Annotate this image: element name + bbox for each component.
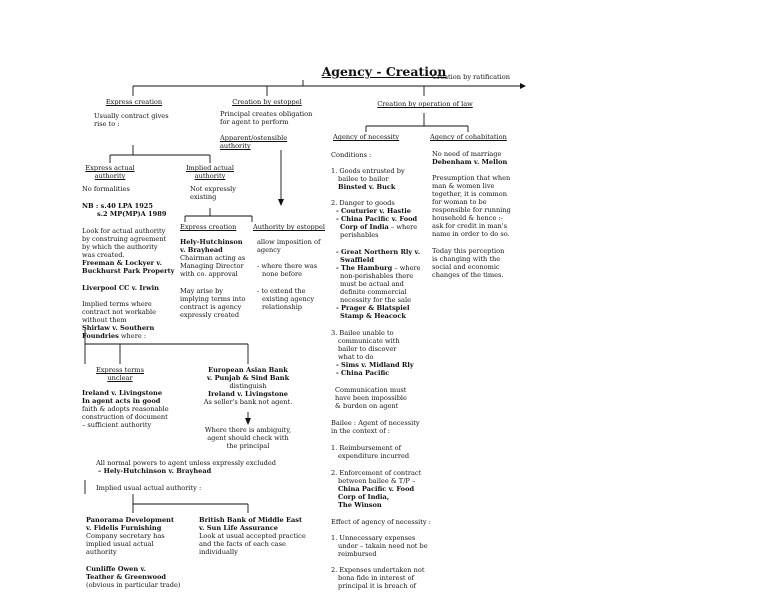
nb-statute-2: s.2 MP(MP)A 1989: [97, 210, 167, 218]
today-3: social and economic: [432, 263, 500, 271]
effect-heading: Effect of agency of necessity :: [331, 518, 431, 526]
hely-text-2: Managing Director: [180, 262, 244, 270]
c1-line-2: bailee to bailor: [338, 175, 389, 183]
case-british-bank-2: v. Sun Life Assurance: [199, 524, 278, 532]
r2-line-2: between bailee & T/P –: [338, 477, 416, 485]
implied-actual-heading-2: authority: [194, 172, 226, 180]
nb-statute-1: NB : s.40 LPA 1925: [82, 202, 153, 210]
case-cunliffe-1: Cunliffe Owen v.: [86, 565, 146, 573]
comm-1: Communication must: [335, 386, 407, 394]
page-title: Agency - Creation: [321, 64, 447, 79]
operation-of-law-heading: Creation by operation of law: [377, 100, 473, 108]
bailee-2: in the context of :: [331, 427, 390, 435]
case-binsted: Binsted v. Buck: [338, 183, 396, 191]
case-shirlaw-2-wrap: [82, 333, 146, 341]
ambiguity-2: agent should check with: [207, 434, 289, 442]
presumption-8: name in order to do so.: [432, 230, 510, 238]
c2-text2-3: definite commercial: [340, 288, 407, 296]
express-creation-text-1: Usually contract gives: [94, 112, 169, 120]
case-european-2: v. Punjab & Sind Bank: [206, 374, 290, 382]
etu-text-3: – sufficient authority: [82, 421, 152, 429]
may-arise-3: contract is agency: [180, 303, 242, 311]
presumption-7: ask for credit in man's: [432, 222, 507, 230]
case-debenham: Debenham v. Mellon: [432, 158, 508, 166]
express-creation-text-2: rise to :: [94, 120, 120, 128]
case-freeman-2: Buckhurst Park Property: [82, 267, 175, 275]
no-need-marriage: No need of marriage: [432, 150, 502, 158]
panorama-text-3: authority: [86, 548, 117, 556]
case-china-pacific-1: - China Pacific v. Food: [336, 215, 418, 223]
case-cunliffe-2: Teather & Greenwood: [86, 573, 167, 581]
c2-where-2: – where: [392, 264, 421, 272]
british-bank-text-1: Look at usual accepted practice: [199, 532, 306, 540]
normal-powers-2: – Hely-Hutchinson v. Brayhead: [98, 467, 212, 475]
implied-actual-text-2: existing: [190, 193, 217, 201]
express-terms-unclear-2: unclear: [107, 374, 133, 382]
presumption-5: responsible for running: [432, 206, 511, 214]
case-sims: - Sims v. Midland Rly: [336, 361, 414, 369]
case-european-1: European Asian Bank: [208, 366, 288, 374]
implied-terms-3: without them: [82, 316, 127, 324]
presumption-4: for woman to be: [432, 198, 487, 206]
ambiguity-3: the principal: [226, 442, 270, 450]
normal-powers-1: All normal powers to agent unless expressly excluded: [96, 459, 276, 467]
c1-line-1: 1. Goods entrusted by: [331, 167, 405, 175]
panorama-text-2: implied usual actual: [86, 540, 154, 548]
implied-actual-text-1: Not expressly: [190, 185, 236, 193]
abe-text-7: existing agency: [262, 295, 315, 303]
c2-perishables: perishables: [340, 231, 379, 239]
express-actual-heading-1: Express actual: [85, 164, 135, 172]
look-text-1: Look for actual authority: [82, 227, 166, 235]
presumption-6: household & hence :-: [432, 214, 503, 222]
case-great-northern-2: Swaffield: [340, 256, 374, 264]
today-2: is changing with the: [432, 255, 501, 263]
estoppel-text-1: Principal creates obligation: [220, 110, 313, 118]
implied-actual-heading-1: Implied actual: [185, 164, 235, 172]
apparent-authority-1: Apparent/ostensible: [220, 134, 288, 142]
case-prager-1: - Prager & Blatspiel: [336, 304, 410, 312]
e1-line-3: reimbursed: [338, 550, 377, 558]
case-winson: The Winson: [338, 501, 382, 509]
case-corp-india: Corp of India,: [338, 493, 390, 501]
case-shirlaw-1: Shirlaw v. Southern: [82, 324, 155, 332]
comm-2: have been impossible: [335, 394, 407, 402]
abe-text-6: - to extend the: [257, 287, 306, 295]
case-liverpool: Liverpool CC v. Irwin: [82, 284, 159, 292]
today-1: Today this perception: [432, 247, 505, 255]
british-bank-text-2: and the facts of each case: [199, 540, 286, 548]
e1-line-1: 1. Unnecessary expenses: [331, 534, 416, 542]
abe-text-8: relationship: [262, 303, 303, 311]
distinguish: distinguish: [229, 382, 267, 390]
r1-line-1: 1. Reimbursement of: [331, 444, 402, 452]
may-arise-4: expressly created: [180, 311, 240, 319]
seller-bank-text: As seller's bank not agent.: [203, 398, 293, 406]
implied-express-creation-heading: Express creation: [180, 223, 237, 231]
case-hely-2: v. Brayhead: [180, 246, 223, 254]
abe-text-4: none before: [262, 270, 303, 278]
estoppel-text-2: for agent to perform: [220, 118, 289, 126]
today-4: changes of the times.: [432, 271, 504, 279]
implied-terms-2: contract not workable: [82, 308, 156, 316]
case-china-pacific-2: Corp of India: [340, 223, 389, 231]
e1-line-2: under – takain need not be: [338, 542, 428, 550]
e2-line-3: principal it is breach of: [338, 582, 416, 590]
cohabitation-heading: Agency of cohabitation: [430, 133, 507, 141]
case-hamburg: - The Hamburg: [336, 264, 393, 272]
express-terms-unclear-1: Express terms: [95, 366, 144, 374]
presumption-2: man & women live: [432, 182, 495, 190]
case-hely-1: Hely-Hutchinson: [180, 238, 243, 246]
ambiguity-1: Where there is ambiguity,: [204, 426, 292, 434]
creation-by-ratification-label: Creation by ratification: [432, 73, 510, 81]
look-text-3: by which the authority: [82, 243, 158, 251]
c2-text2-2: must be actual and: [340, 280, 404, 288]
abe-text-3: - where there was: [257, 262, 318, 270]
e2-line-2: bona fide in interest of: [338, 574, 415, 582]
c3-line-2: communicate with: [338, 337, 400, 345]
comm-3: & burden on agent: [335, 402, 399, 410]
abe-text-0: allow imposition of: [257, 238, 321, 246]
conditions-label: Conditions :: [331, 151, 372, 159]
c2-text2-4: necessity for the sale: [340, 296, 411, 304]
c2-where: – where: [388, 223, 418, 231]
abe-text-1: agency: [257, 246, 281, 254]
case-panorama-1: Panorama Development: [86, 516, 175, 524]
express-creation-heading: Express creation: [105, 98, 163, 106]
implied-terms-1: Implied terms where: [82, 300, 152, 308]
r1-line-2: expenditure incurred: [338, 452, 410, 460]
case-couturier: - Couturier v. Hastie: [336, 207, 411, 215]
case-china-pacific-4: China Pacific v. Food: [338, 485, 415, 493]
c3-line-4: what to do: [338, 353, 374, 361]
case-prager-2: Stamp & Heacock: [340, 312, 406, 320]
necessity-heading: Agency of necessity: [333, 133, 400, 141]
case-freeman-1: Freeman & Lockyer v.: [82, 259, 162, 267]
case-shirlaw-tail: where :: [118, 332, 147, 340]
etu-text-1: faith & adopts reasonable: [82, 405, 169, 413]
may-arise-2: implying terms into: [180, 295, 246, 303]
case-great-northern-1: - Great Northern Rly v.: [336, 248, 421, 256]
c2-text2-1: non-perishables there: [340, 272, 414, 280]
e2-line-1: 2. Expenses undertaken not: [331, 566, 425, 574]
case-ireland-2: In agent acts in good: [82, 397, 161, 405]
case-panorama-2: v. Fidelis Furnishing: [86, 524, 162, 532]
look-text-2: by construing agreement: [82, 235, 167, 243]
etu-text-2: construction of document: [82, 413, 168, 421]
authority-by-estoppel-heading: Authority by estoppel: [253, 223, 326, 231]
may-arise-1: May arise by: [180, 287, 224, 295]
case-british-bank-1: British Bank of Middle East: [199, 516, 303, 524]
presumption-3: together, it is common: [432, 190, 507, 198]
express-actual-heading-2: authority: [94, 172, 126, 180]
case-shirlaw-2: Foundries: [82, 332, 119, 340]
c3-line-3: bailer to discover: [338, 345, 397, 353]
case-ireland-distinguished: Ireland v. Livingstone: [207, 390, 289, 398]
british-bank-text-3: individually: [199, 548, 238, 556]
case-ireland-1: Ireland v. Livingstone: [82, 389, 163, 397]
c2-line: 2. Danger to goods: [331, 199, 395, 207]
bailee-1: Bailee : Agent of necessity: [331, 419, 420, 427]
hely-text-3: with co. approval: [180, 270, 238, 278]
case-china-pacific-3: - China Pacific: [336, 369, 390, 377]
no-formalities: No formalities: [82, 185, 130, 193]
presumption-1: Presumption that when: [432, 174, 511, 182]
apparent-authority-2: authority: [220, 142, 251, 150]
c3-line-1: 3. Bailee unable to: [331, 329, 394, 337]
estoppel-heading: Creation by estoppel: [232, 98, 302, 106]
cunliffe-text: (obvious in particular trade): [86, 581, 181, 589]
look-text-4: was created.: [82, 251, 125, 259]
r2-line-1: 2. Enforcement of contract: [331, 469, 422, 477]
panorama-text-1: Company secretary has: [86, 532, 165, 540]
hely-text-1: Chairman acting as: [180, 254, 246, 262]
implied-usual-heading: Implied usual actual authority :: [96, 484, 202, 492]
